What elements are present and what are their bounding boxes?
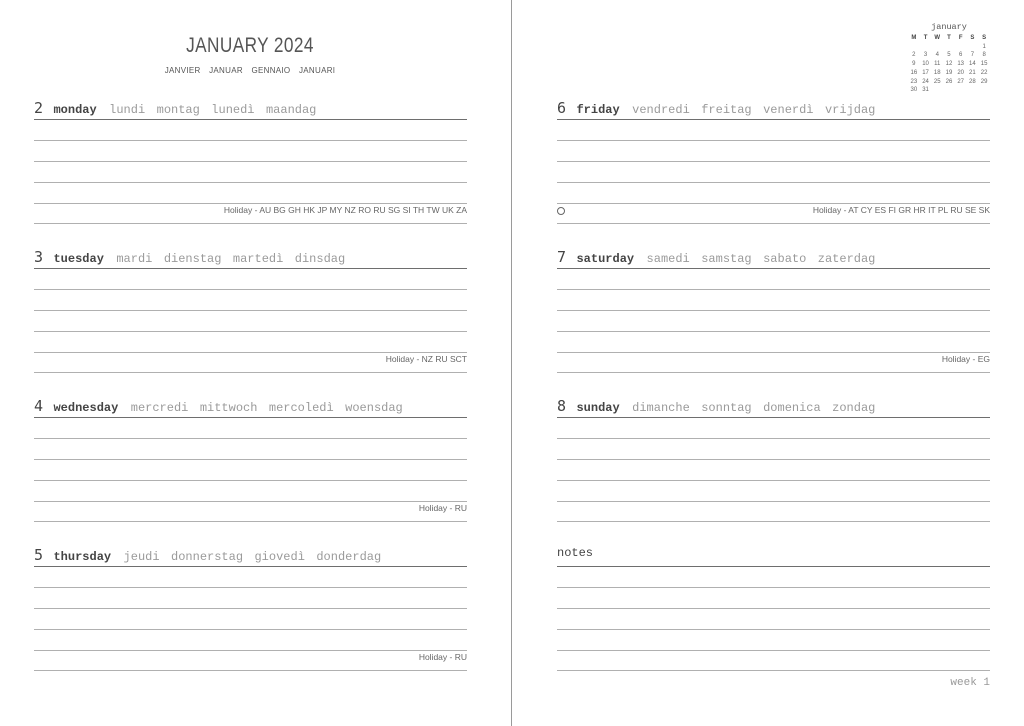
calendar-date: 2	[912, 52, 916, 59]
day-name-german: montag	[156, 103, 200, 117]
writing-line[interactable]	[34, 459, 467, 460]
day-number: 3	[34, 248, 44, 266]
day-header	[557, 248, 882, 270]
calendar-date: 23	[910, 78, 918, 85]
writing-line[interactable]	[557, 587, 990, 588]
day-name: wednesday	[53, 401, 119, 415]
day-name-italian: venerdì	[763, 103, 814, 117]
writing-line[interactable]	[34, 501, 467, 502]
day-name-dutch: donderdag	[316, 550, 382, 564]
day-name-italian: giovedì	[254, 550, 305, 564]
day-name: friday	[576, 103, 620, 117]
calendar-date: 1	[982, 43, 986, 50]
writing-line[interactable]	[557, 310, 990, 311]
day-number: 2	[34, 99, 44, 117]
writing-line[interactable]	[34, 331, 467, 332]
writing-line[interactable]	[34, 182, 467, 183]
holiday-note: Holiday - RU	[418, 503, 467, 513]
calendar-date: 7	[970, 52, 975, 59]
calendar-date: 15	[980, 61, 988, 68]
holiday-note: Holiday - AU BG GH HK JP MY NZ RO RU SG SI TH TW UK ZA	[223, 205, 467, 215]
writing-line[interactable]	[34, 140, 467, 141]
day-number: 7	[557, 248, 567, 266]
calendar-date	[943, 86, 955, 95]
calendar-date: 4	[935, 52, 939, 59]
month-translation-french: JANVIER	[164, 66, 201, 75]
day-name-italian: lunedì	[211, 103, 255, 117]
day-name: monday	[53, 103, 97, 117]
calendar-date	[908, 43, 920, 52]
notes-label: notes	[557, 546, 594, 560]
calendar-date: 9	[912, 61, 916, 68]
writing-line[interactable]	[557, 161, 990, 162]
calendar-date: 6	[958, 52, 963, 59]
header-rule	[557, 417, 990, 418]
writing-line[interactable]	[557, 501, 990, 502]
weekday-label: M	[911, 35, 917, 41]
day-name-french: samedi	[646, 252, 690, 266]
day-name-italian: domenica	[763, 401, 821, 415]
calendar-date: 12	[945, 61, 953, 68]
writing-line[interactable]	[557, 480, 990, 481]
calendar-date: 28	[969, 78, 976, 85]
calendar-date: 11	[934, 61, 941, 68]
holiday-note: Holiday - EG	[941, 354, 990, 364]
header-rule	[34, 417, 467, 418]
day-name-german: sonntag	[701, 401, 752, 415]
day-name-french: mercredi	[130, 401, 189, 415]
calendar-date: 10	[922, 61, 929, 68]
header-rule	[557, 268, 990, 269]
holiday-note: Holiday - RU	[418, 652, 467, 662]
mini-calendar-weekdays	[908, 34, 990, 43]
writing-line[interactable]	[34, 438, 467, 439]
left-page	[0, 0, 511, 726]
calendar-date: 31	[922, 87, 929, 94]
holiday-note: Holiday - AT CY ES FI GR HR IT PL RU SE SK	[812, 205, 990, 215]
calendar-date: 21	[969, 69, 976, 76]
writing-line[interactable]	[34, 608, 467, 609]
day-name-french: mardi	[116, 252, 153, 266]
writing-line[interactable]	[557, 372, 990, 373]
header-rule	[557, 566, 990, 567]
day-header	[557, 99, 882, 121]
mini-calendar-grid	[908, 34, 990, 95]
month-translation-dutch: JANUARI	[298, 66, 336, 75]
weekday-label: W	[934, 35, 941, 41]
calendar-date: 22	[980, 69, 988, 76]
writing-line[interactable]	[557, 223, 990, 224]
day-name-dutch: woensdag	[345, 401, 403, 415]
day-name-italian: martedì	[232, 252, 284, 266]
writing-line[interactable]	[34, 521, 467, 522]
writing-line[interactable]	[34, 289, 467, 290]
writing-line[interactable]	[557, 352, 990, 353]
header-rule	[34, 119, 467, 120]
day-name-dutch: maandag	[265, 103, 317, 117]
mini-calendar-week	[908, 86, 990, 95]
calendar-date: 24	[922, 78, 929, 85]
day-name-french: lundi	[109, 103, 146, 117]
writing-line[interactable]	[34, 587, 467, 588]
calendar-date: 5	[947, 52, 951, 59]
new-moon-icon	[557, 207, 565, 215]
calendar-date: 17	[922, 69, 929, 76]
holiday-note: Holiday - NZ RU SCT	[385, 354, 467, 364]
calendar-date: 29	[980, 78, 988, 85]
mini-calendar-week	[908, 78, 990, 87]
weekday-label: T	[947, 35, 951, 41]
week-number: week 1	[950, 677, 990, 689]
day-name-french: dimanche	[632, 401, 690, 415]
writing-line[interactable]	[34, 372, 467, 373]
writing-line[interactable]	[557, 438, 990, 439]
day-header	[557, 397, 882, 419]
day-header	[34, 248, 352, 270]
writing-line[interactable]	[34, 310, 467, 311]
writing-line[interactable]	[557, 203, 990, 204]
calendar-date: 13	[957, 61, 964, 68]
day-header	[34, 546, 388, 568]
writing-line[interactable]	[34, 670, 467, 671]
calendar-date	[943, 43, 955, 52]
day-name-french: vendredi	[632, 103, 690, 117]
weekday-label: T	[923, 35, 928, 41]
day-name-german: freitag	[701, 103, 752, 117]
writing-line[interactable]	[557, 521, 990, 522]
day-name-german: donnerstag	[171, 550, 244, 564]
day-name-italian: sabato	[763, 252, 807, 266]
writing-line[interactable]	[34, 352, 467, 353]
day-number: 6	[557, 99, 567, 117]
writing-line[interactable]	[34, 161, 467, 162]
writing-line[interactable]	[557, 608, 990, 609]
day-name: sunday	[576, 401, 620, 415]
day-name-german: samstag	[701, 252, 752, 266]
mini-calendar-title: january	[931, 22, 967, 32]
day-number: 8	[557, 397, 567, 415]
mini-calendar-week	[908, 60, 990, 69]
calendar-date	[931, 86, 943, 95]
day-name-italian: mercoledì	[268, 401, 334, 415]
calendar-date	[920, 43, 932, 52]
writing-line[interactable]	[34, 650, 467, 651]
day-header	[34, 99, 323, 121]
calendar-date: 30	[910, 87, 918, 94]
calendar-date: 27	[957, 78, 964, 85]
header-rule	[34, 566, 467, 567]
calendar-date: 3	[923, 52, 928, 59]
writing-line[interactable]	[557, 182, 990, 183]
right-page	[512, 0, 1024, 726]
day-name-french: jeudi	[123, 550, 160, 564]
day-number: 4	[34, 397, 44, 415]
day-name: tuesday	[53, 252, 104, 266]
day-name-dutch: zaterdag	[817, 252, 876, 266]
writing-line[interactable]	[557, 289, 990, 290]
calendar-date: 25	[933, 78, 941, 85]
writing-line[interactable]	[557, 670, 990, 671]
calendar-date	[955, 43, 967, 52]
day-name-dutch: dinsdag	[294, 252, 346, 266]
calendar-date	[967, 43, 979, 52]
day-name-dutch: vrijdag	[824, 103, 876, 117]
weekday-label: S	[982, 35, 987, 41]
mini-calendar-week	[908, 69, 990, 78]
calendar-date: 14	[969, 61, 976, 68]
calendar-date: 20	[957, 69, 964, 76]
writing-line[interactable]	[557, 629, 990, 630]
calendar-date: 18	[933, 69, 941, 76]
writing-line[interactable]	[557, 459, 990, 460]
writing-line[interactable]	[557, 331, 990, 332]
calendar-date	[931, 43, 943, 52]
mini-calendar-week	[908, 43, 990, 52]
day-name-dutch: zondag	[832, 401, 876, 415]
writing-line[interactable]	[34, 480, 467, 481]
writing-line[interactable]	[34, 203, 467, 204]
calendar-date: 8	[982, 52, 986, 59]
mini-calendar	[908, 22, 990, 95]
day-name-german: dienstag	[163, 252, 222, 266]
day-name: saturday	[576, 252, 635, 266]
writing-line[interactable]	[34, 629, 467, 630]
writing-line[interactable]	[557, 140, 990, 141]
calendar-date: 19	[945, 69, 953, 76]
calendar-date	[978, 86, 990, 95]
calendar-date	[967, 86, 979, 95]
day-name-german: mittwoch	[199, 401, 258, 415]
day-number: 5	[34, 546, 44, 564]
month-translations	[150, 66, 350, 75]
day-name: thursday	[53, 550, 112, 564]
writing-line[interactable]	[34, 223, 467, 224]
calendar-date: 26	[945, 78, 953, 85]
calendar-date: 16	[910, 69, 918, 76]
calendar-date	[955, 86, 967, 95]
weekday-label: F	[958, 35, 963, 41]
mini-calendar-week	[908, 51, 990, 60]
weekday-label: S	[970, 35, 975, 41]
header-rule	[557, 119, 990, 120]
month-title: JANUARY 2024	[186, 34, 314, 57]
month-translation-italian: GENNAIO	[251, 66, 291, 75]
writing-line[interactable]	[557, 650, 990, 651]
header-rule	[34, 268, 467, 269]
month-translation-german: JANUAR	[209, 66, 243, 75]
day-header	[34, 397, 410, 419]
